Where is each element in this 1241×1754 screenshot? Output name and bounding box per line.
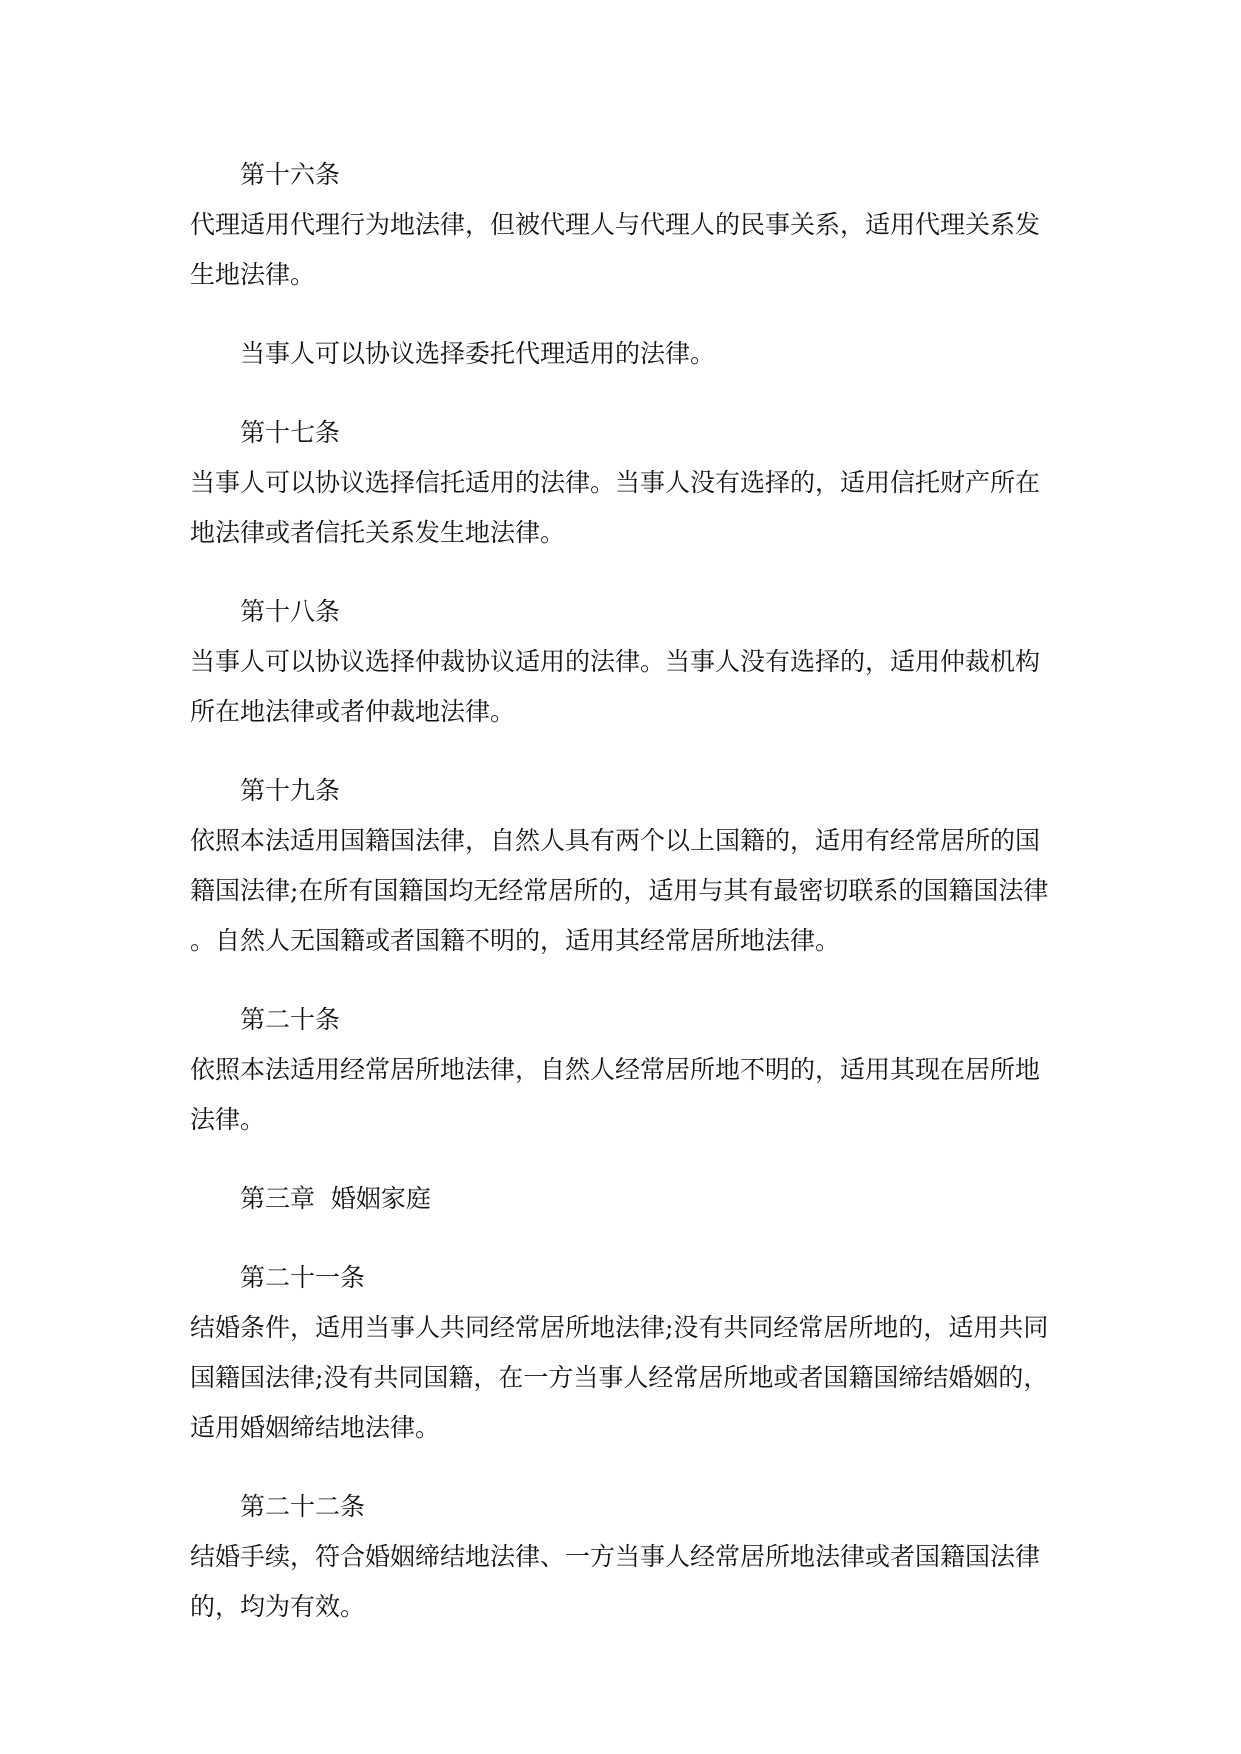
article-text-line: 结婚条件，适用当事人共同经常居所地法律;没有共同经常居所地的，适用共同 [190,1313,1049,1342]
spacer [190,1453,1070,1482]
article-heading: 第二十二条 [240,1492,366,1521]
article-heading: 第十八条 [240,597,341,626]
chapter-heading: 第三章 婚姻家庭 [240,1184,431,1213]
article-text-line: 。自然人无国籍或者国籍不明的，适用其经常居所地法律。 [190,926,841,955]
chapter-3 [190,1174,1070,1224]
spacer [190,558,1070,587]
article-heading: 第二十条 [240,1005,341,1034]
article-text-line: 适用婚姻缔结地法律。 [190,1413,441,1442]
article-19 [190,766,1070,966]
article-22 [190,1482,1070,1632]
article-text-line: 结婚手续，符合婚姻缔结地法律、一方当事人经常居所地法律或者国籍国法律 [190,1542,1041,1571]
article-text-line: 的，均为有效。 [190,1592,366,1621]
article-21 [190,1253,1070,1453]
article-text-line: 地法律或者信托关系发生地法律。 [190,518,566,547]
article-text-line: 依照本法适用经常居所地法律，自然人经常居所地不明的，适用其现在居所地 [190,1055,1041,1084]
article-heading: 第十九条 [240,776,341,805]
article-heading: 第十六条 [240,160,341,189]
spacer [190,379,1070,408]
indented-paragraph: 当事人可以协议选择委托代理适用的法律。 [240,339,716,368]
article-text-line: 生地法律。 [190,260,316,289]
document-page [190,150,1070,1632]
article-text-line: 代理适用代理行为地法律，但被代理人与代理人的民事关系，适用代理关系发 [190,210,1041,239]
article-text-line: 所在地法律或者仲裁地法律。 [190,697,516,726]
article-18 [190,587,1070,737]
spacer [190,737,1070,766]
spacer [190,1145,1070,1174]
article-text-line: 法律。 [190,1105,266,1134]
spacer [190,966,1070,995]
article-17 [190,408,1070,558]
article-heading: 第二十一条 [240,1263,366,1292]
spacer [190,300,1070,329]
article-text-line: 当事人可以协议选择仲裁协议适用的法律。当事人没有选择的，适用仲裁机构 [190,647,1041,676]
article-20 [190,995,1070,1145]
article-text-line: 依照本法适用国籍国法律，自然人具有两个以上国籍的，适用有经常居所的国 [190,826,1041,855]
article-text-line: 籍国法律;在所有国籍国均无经常居所的，适用与其有最密切联系的国籍国法律 [190,876,1049,905]
article-text-line: 当事人可以协议选择信托适用的法律。当事人没有选择的，适用信托财产所在 [190,468,1041,497]
article-16-paragraph-2 [190,329,1070,379]
article-heading: 第十七条 [240,418,341,447]
article-16 [190,150,1070,300]
spacer [190,1224,1070,1253]
article-text-line: 国籍国法律;没有共同国籍，在一方当事人经常居所地或者国籍国缔结婚姻的， [190,1363,1049,1392]
